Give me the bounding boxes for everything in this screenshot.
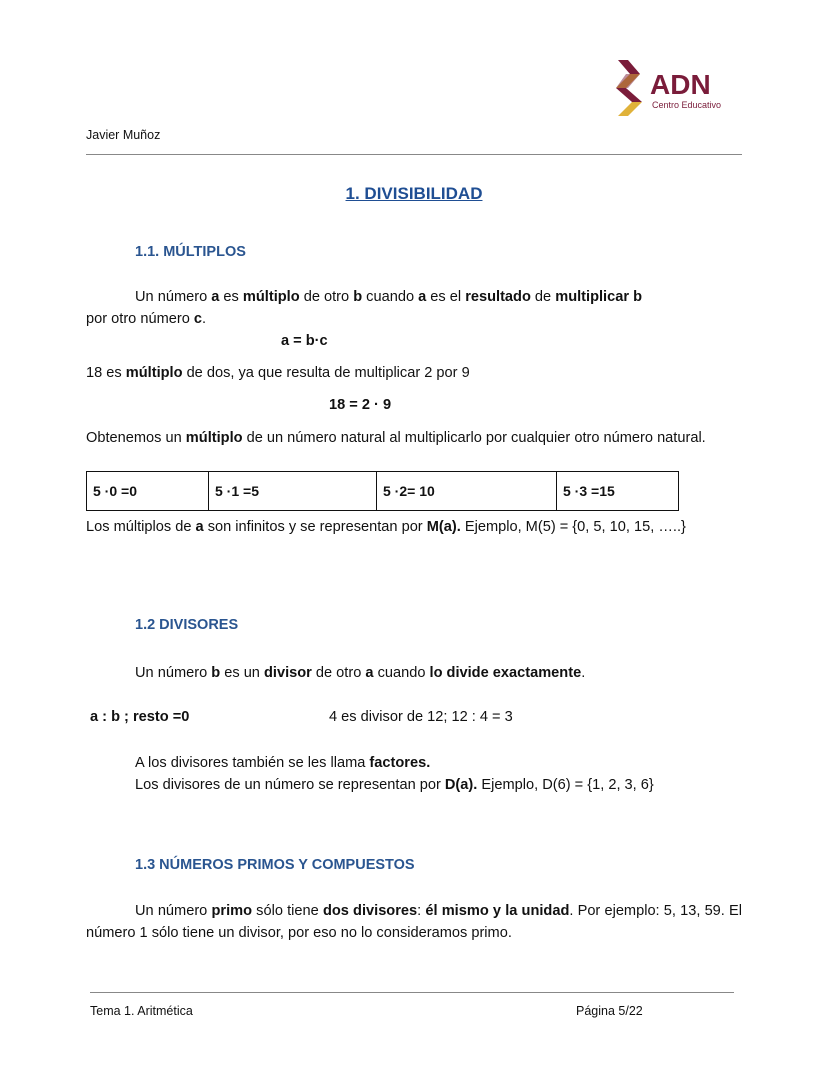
bold-text: múltiplo xyxy=(125,365,183,381)
text-run: : xyxy=(417,903,426,919)
section-heading-primos: 1.3 NÚMEROS PRIMOS Y COMPUESTOS xyxy=(135,857,415,873)
bold-text: dos divisores xyxy=(322,903,418,919)
paragraph xyxy=(135,774,654,796)
multiples-table xyxy=(86,471,679,511)
page-title: 1. DIVISIBILIDAD xyxy=(345,184,483,203)
text-run: sólo tiene xyxy=(252,903,323,919)
text-run: es el xyxy=(426,289,466,305)
paragraph xyxy=(135,752,430,774)
text-run: de dos, ya que resulta de multiplicar 2 por 9 xyxy=(182,365,470,381)
footer-divider xyxy=(90,992,734,993)
section-heading-multiplos: 1.1. MÚLTIPLOS xyxy=(135,244,246,260)
bold-text: múltiplo xyxy=(185,430,243,446)
formula: a = b·c xyxy=(281,333,328,349)
text-run: de xyxy=(530,289,556,305)
text-run: por otro número xyxy=(86,311,194,327)
text-run: A los divisores también se les llama xyxy=(135,755,370,771)
svg-text:Centro Educativo: Centro Educativo xyxy=(652,100,722,110)
text-run: . Por ejemplo: 5, 13, 59. El número 1 sólo tiene un divisor, por eso no lo consideramos primo. xyxy=(86,903,742,941)
bold-text: c xyxy=(193,311,203,327)
svg-text:ADN: ADN xyxy=(650,69,711,100)
section-heading-divisores: 1.2 DIVISORES xyxy=(135,617,239,633)
text-run: Un número xyxy=(135,665,212,681)
bold-text: a xyxy=(418,289,427,305)
bold-text: factores. xyxy=(369,755,431,771)
adn-logo xyxy=(612,58,732,124)
bold-text: b xyxy=(353,289,363,305)
paragraph xyxy=(86,362,470,384)
division-example: 4 es divisor de 12; 12 : 4 = 3 xyxy=(329,709,513,725)
paragraph xyxy=(86,516,742,538)
formula: 18 = 2 · 9 xyxy=(329,397,392,413)
bold-text: primo xyxy=(211,903,253,919)
paragraph xyxy=(86,286,742,330)
text-run: cuando xyxy=(362,289,419,305)
paragraph xyxy=(135,662,585,684)
text-run: Un número xyxy=(135,289,212,305)
bold-text: lo divide exactamente xyxy=(429,665,582,681)
paragraph xyxy=(86,900,742,944)
bold-text: a xyxy=(365,665,374,681)
bold-text: M(a). xyxy=(426,519,461,535)
text-run: de otro xyxy=(299,289,354,305)
bold-text: resultado xyxy=(465,289,531,305)
table-cell: 5 ·3 =15 xyxy=(557,472,679,511)
text-run: Un número xyxy=(135,903,212,919)
footer-topic: Tema 1. Aritmética xyxy=(90,1004,193,1018)
text-run: cuando xyxy=(373,665,430,681)
page-number: Página 5/22 xyxy=(576,1004,643,1018)
text-run: . xyxy=(202,311,207,327)
text-run: 18 es xyxy=(86,365,126,381)
text-run: Los divisores de un número se representan por xyxy=(135,777,445,793)
text-run: Obtenemos un xyxy=(86,430,186,446)
bold-text: divisor xyxy=(263,665,312,681)
bold-text: múltiplo xyxy=(242,289,300,305)
table-cell: 5 ·2= 10 xyxy=(377,472,557,511)
paragraph xyxy=(86,427,716,449)
division-rule: a : b ; resto =0 xyxy=(90,709,190,725)
text-run: de otro xyxy=(311,665,366,681)
bold-text: a xyxy=(211,289,220,305)
author-name: Javier Muñoz xyxy=(86,128,161,142)
text-run: Ejemplo, D(6) = {1, 2, 3, 6} xyxy=(477,777,654,793)
text-run: es un xyxy=(220,665,264,681)
text-run: Los múltiplos de xyxy=(86,519,196,535)
text-run: es xyxy=(219,289,243,305)
bold-text: multiplicar b xyxy=(555,289,642,305)
text-run: son infinitos y se representan por xyxy=(203,519,427,535)
text-run: . xyxy=(581,665,586,681)
bold-text: a xyxy=(195,519,204,535)
header-divider xyxy=(86,154,742,155)
bold-text: b xyxy=(211,665,221,681)
bold-text: él mismo y la unidad xyxy=(425,903,570,919)
text-run: Ejemplo, M(5) = {0, 5, 10, 15, …..} xyxy=(460,519,686,535)
table-cell: 5 ·1 =5 xyxy=(209,472,377,511)
text-run: de un número natural al multiplicarlo por cualquier otro número natural. xyxy=(242,430,706,446)
bold-text: D(a). xyxy=(444,777,478,793)
dna-logo-icon xyxy=(612,58,732,124)
table-cell: 5 ·0 =0 xyxy=(87,472,209,511)
